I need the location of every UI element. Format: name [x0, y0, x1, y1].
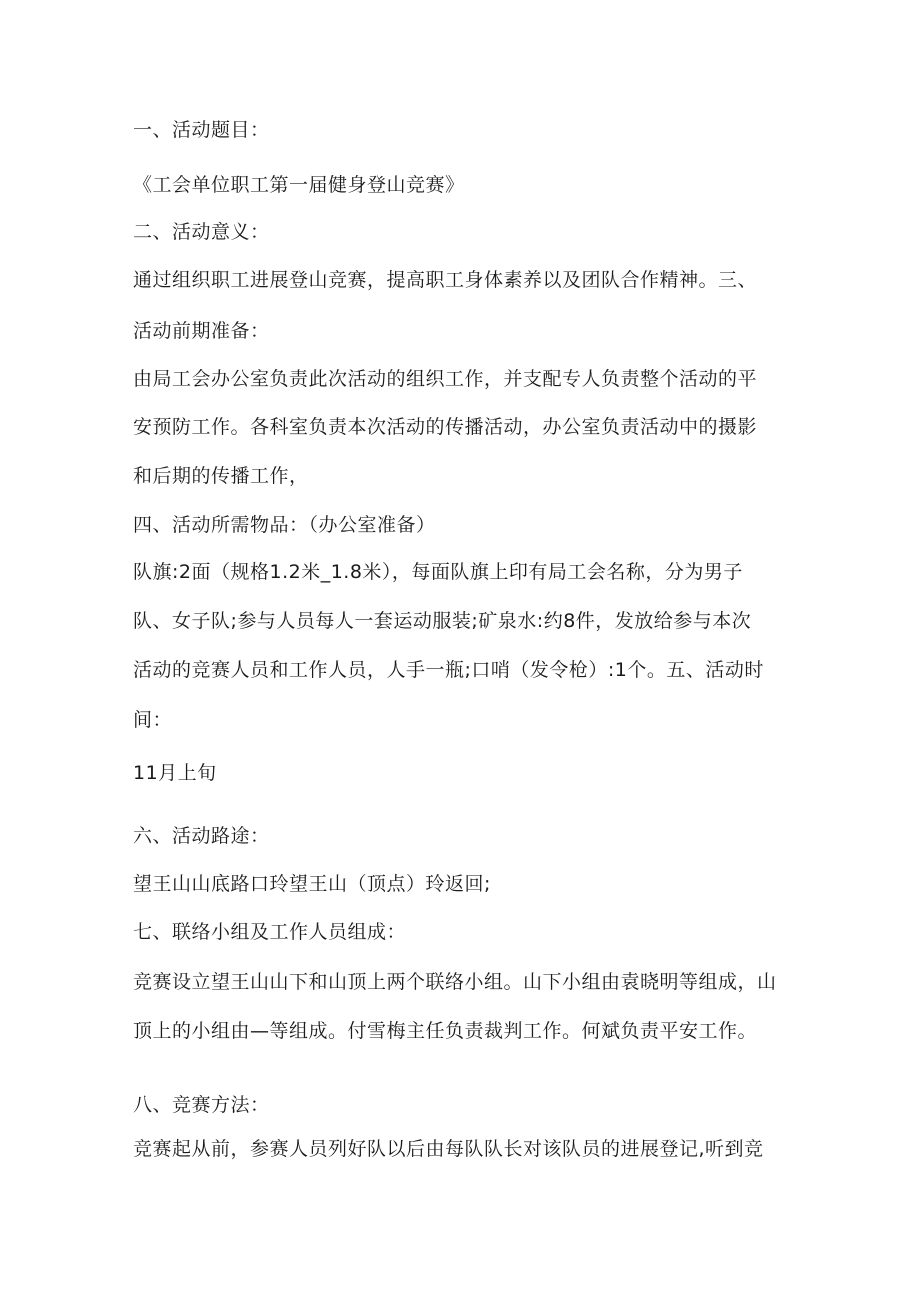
heading-preparation: 活动前期准备：: [133, 320, 270, 342]
paragraph-line: 间：: [133, 709, 173, 731]
route-text: 望王山山底路口玲望王山（顶点）玲返回;: [133, 873, 491, 895]
heading-competition-method: 八、竞赛方法：: [133, 1094, 270, 1116]
heading-activity-title: 一、活动题目：: [133, 119, 270, 141]
paragraph-line: 由局工会办公室负责此次活动的组织工作，并支配专人负责整个活动的平: [133, 368, 758, 390]
paragraph-line: 队、女子队;参与人员每人一套运动服装;矿泉水:约8件，发放给参与本次: [133, 610, 752, 632]
heading-contact-groups: 七、联络小组及工作人员组成：: [133, 921, 407, 943]
activity-time-text: 11月上旬: [133, 762, 217, 784]
paragraph-line: 安预防工作。各科室负责本次活动的传播活动，办公室负责活动中的摄影: [133, 416, 758, 438]
paragraph-line: 顶上的小组由—等组成。付雪梅主任负责裁判工作。何斌负责平安工作。: [133, 1020, 758, 1042]
paragraph-line: 竞赛起从前，参赛人员列好队以后由每队队长对该队员的进展登记,听到竞: [133, 1138, 764, 1160]
paragraph-line: 队旗:2面（规格1.2米_1.8米），每面队旗上印有局工会名称，分为男子: [133, 561, 743, 583]
paragraph-line: 和后期的传播工作，: [133, 465, 309, 487]
heading-activity-significance: 二、活动意义：: [133, 221, 270, 243]
heading-supplies: 四、活动所需物品：（办公室准备）: [133, 514, 436, 536]
paragraph-line: 通过组织职工进展登山竞赛，提高职工身体素养以及团队合作精神。三、: [133, 269, 758, 291]
heading-route: 六、活动路途：: [133, 825, 270, 847]
paragraph-line: 竞赛设立望王山山下和山顶上两个联络小组。山下小组由袁晓明等组成，山: [133, 971, 777, 993]
activity-title-text: 《工会单位职工第一届健身登山竞赛》: [133, 174, 465, 196]
paragraph-line: 活动的竞赛人员和工作人员，人手一瓶;口哨（发令枪）:1个。五、活动时: [133, 659, 764, 681]
